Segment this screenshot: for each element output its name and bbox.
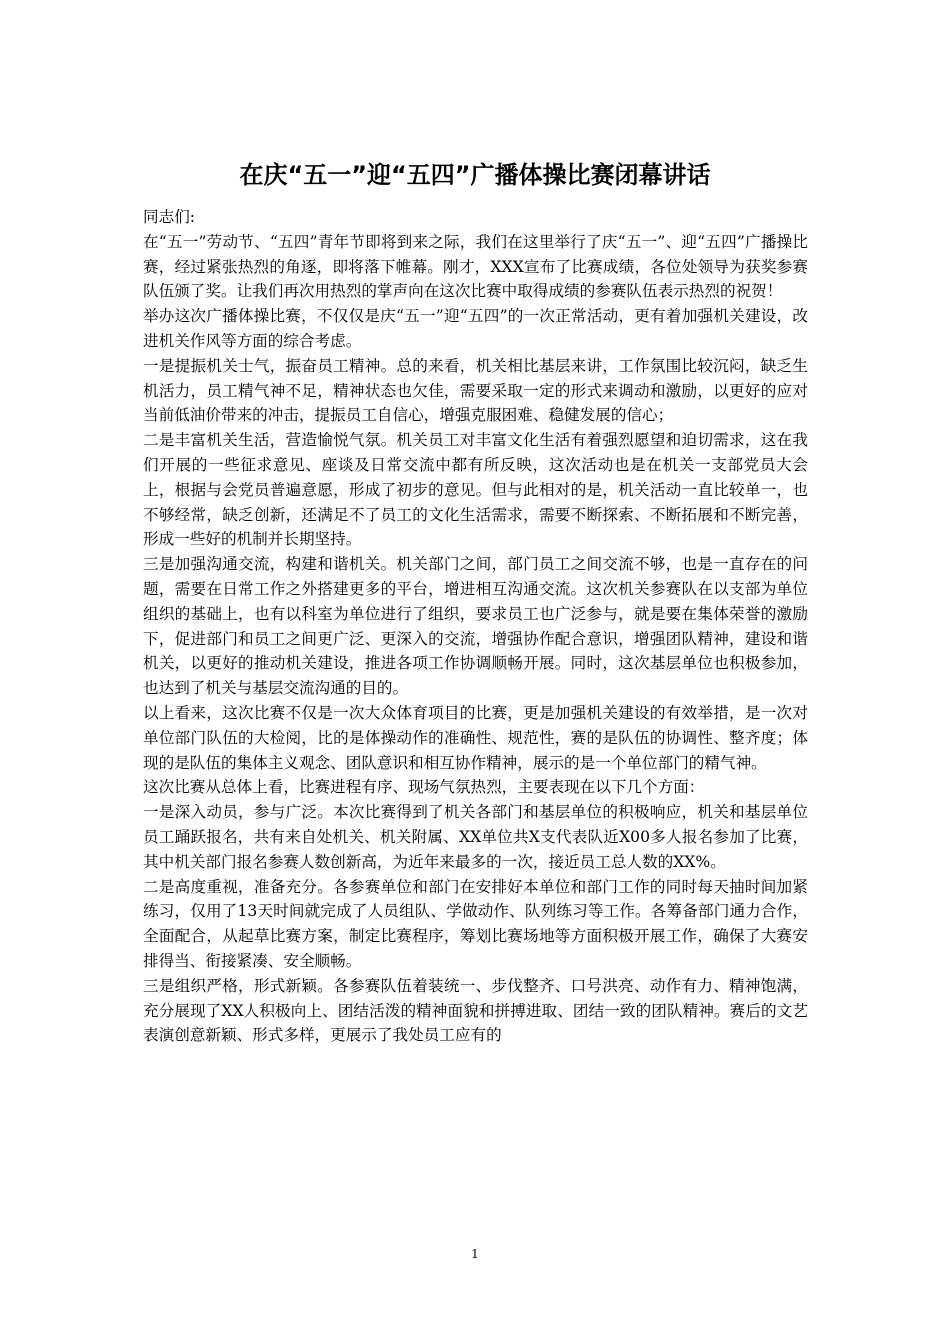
body-paragraph: 二是高度重视，准备充分。各参赛单位和部门在安排好本单位和部门工作的同时每天抽时间加紧练习，仅用了13天时间就完成了人员组队、学做动作、队列练习等工作。各筹备部门通力合作，全面配合，从起草比赛方案，制定比赛程序，筹划比赛场地等方面积极开展工作，确保了大赛安排得当、衔接紧凑、安全顺畅。 — [143, 877, 808, 970]
body-paragraph: 三是组织严格，形式新颖。各参赛队伍着装统一、步伐整齐、口号洪亮、动作有力、精神饱满，充分展现了XX人积极向上、团结活泼的精神面貌和拼搏进取、团结一致的团队精神。赛后的文艺表演创意新颖、形式多样，更展示了我处员工应有的 — [143, 976, 808, 1045]
body-paragraph: 举办这次广播体操比赛，不仅仅是庆“五一”迎“五四”的一次正常活动，更有着加强机关建设，改进机关作风等方面的综合考虑。 — [143, 307, 808, 350]
body-paragraph: 一是深入动员，参与广泛。本次比赛得到了机关各部门和基层单位的积极响应，机关和基层单位员工踊跃报名，共有来自处机关、机关附属、XX单位共X支代表队近X00多人报名参加了比赛，其中机关部门报名参赛人数创新高，为近年来最多的一次，接近员工总人数的XX%。 — [143, 803, 808, 871]
body-paragraph: 以上看来，这次比赛不仅是一次大众体育项目的比赛，更是加强机关建设的有效举措，是一次对单位部门队伍的大检阅，比的是体操动作的准确性、规范性，赛的是队伍的协调性、整齐度；体现的是队伍的集体主义观念、团队意识和相互协作精神，展示的是一个单位部门的精气神。 — [143, 703, 808, 772]
document-body — [143, 205, 808, 1048]
page-number: 1 — [471, 1247, 479, 1261]
body-paragraph: 这次比赛从总体上看，比赛进程有序、现场气氛热烈，主要表现在以下几个方面： — [143, 778, 705, 797]
body-paragraph: 二是丰富机关生活，营造愉悦气氛。机关员工对丰富文化生活有着强烈愿望和迫切需求，这在我们开展的一些征求意见、座谈及日常交流中都有所反映，这次活动也是在机关一支部党员大会上，根据与会党员普遍意愿，形成了初步的意见。但与此相对的是，机关活动一直比较单一，也不够经常，缺乏创新，还满足不了员工的文化生活需求，需要不断探索、不断拓展和不断完善，形成一些好的机制并长期坚持。 — [143, 431, 808, 549]
body-paragraph: 三是加强沟通交流，构建和谐机关。机关部门之间，部门员工之间交流不够，也是一直存在的问题，需要在日常工作之外搭建更多的平台，增进相互沟通交流。这次机关参赛队在以支部为单位组织的基础上，也有以科室为单位进行了组织，要求员工也广泛参与，就是要在集体荣誉的激励下，促进部门和员工之间更广泛、更深入的交流，增强协作配合意识，增强团队精神，建设和谐机关，以更好的推动机关建设，推进各项工作协调顺畅开展。同时，这次基层单位也积极参加，也达到了机关与基层交流沟通的目的。 — [143, 555, 808, 698]
body-paragraph: 一是提振机关士气，振奋员工精神。总的来看，机关相比基层来讲，工作氛围比较沉闷，缺乏生机活力，员工精气神不足，精神状态也欠佳，需要采取一定的形式来调动和激励，以更好的应对当前低油价带来的冲击，提振员工自信心，增强克服困难、稳健发展的信心； — [143, 356, 808, 425]
greeting-paragraph: 同志们: — [143, 208, 196, 226]
document-title: 在庆“五一”迎“五四”广播体操比赛闭幕讲话 — [239, 161, 711, 189]
body-paragraph: 在“五一”劳动节、“五四”青年节即将到来之际，我们在这里举行了庆“五一”、迎“五四”广播操比赛，经过紧张热烈的角逐，即将落下帷幕。刚才，XXX宣布了比赛成绩，各位处领导为获奖参赛队伍颁了奖。让我们再次用热烈的掌声向在这次比赛中取得成绩的参赛队伍表示热烈的祝贺！ — [143, 232, 808, 301]
